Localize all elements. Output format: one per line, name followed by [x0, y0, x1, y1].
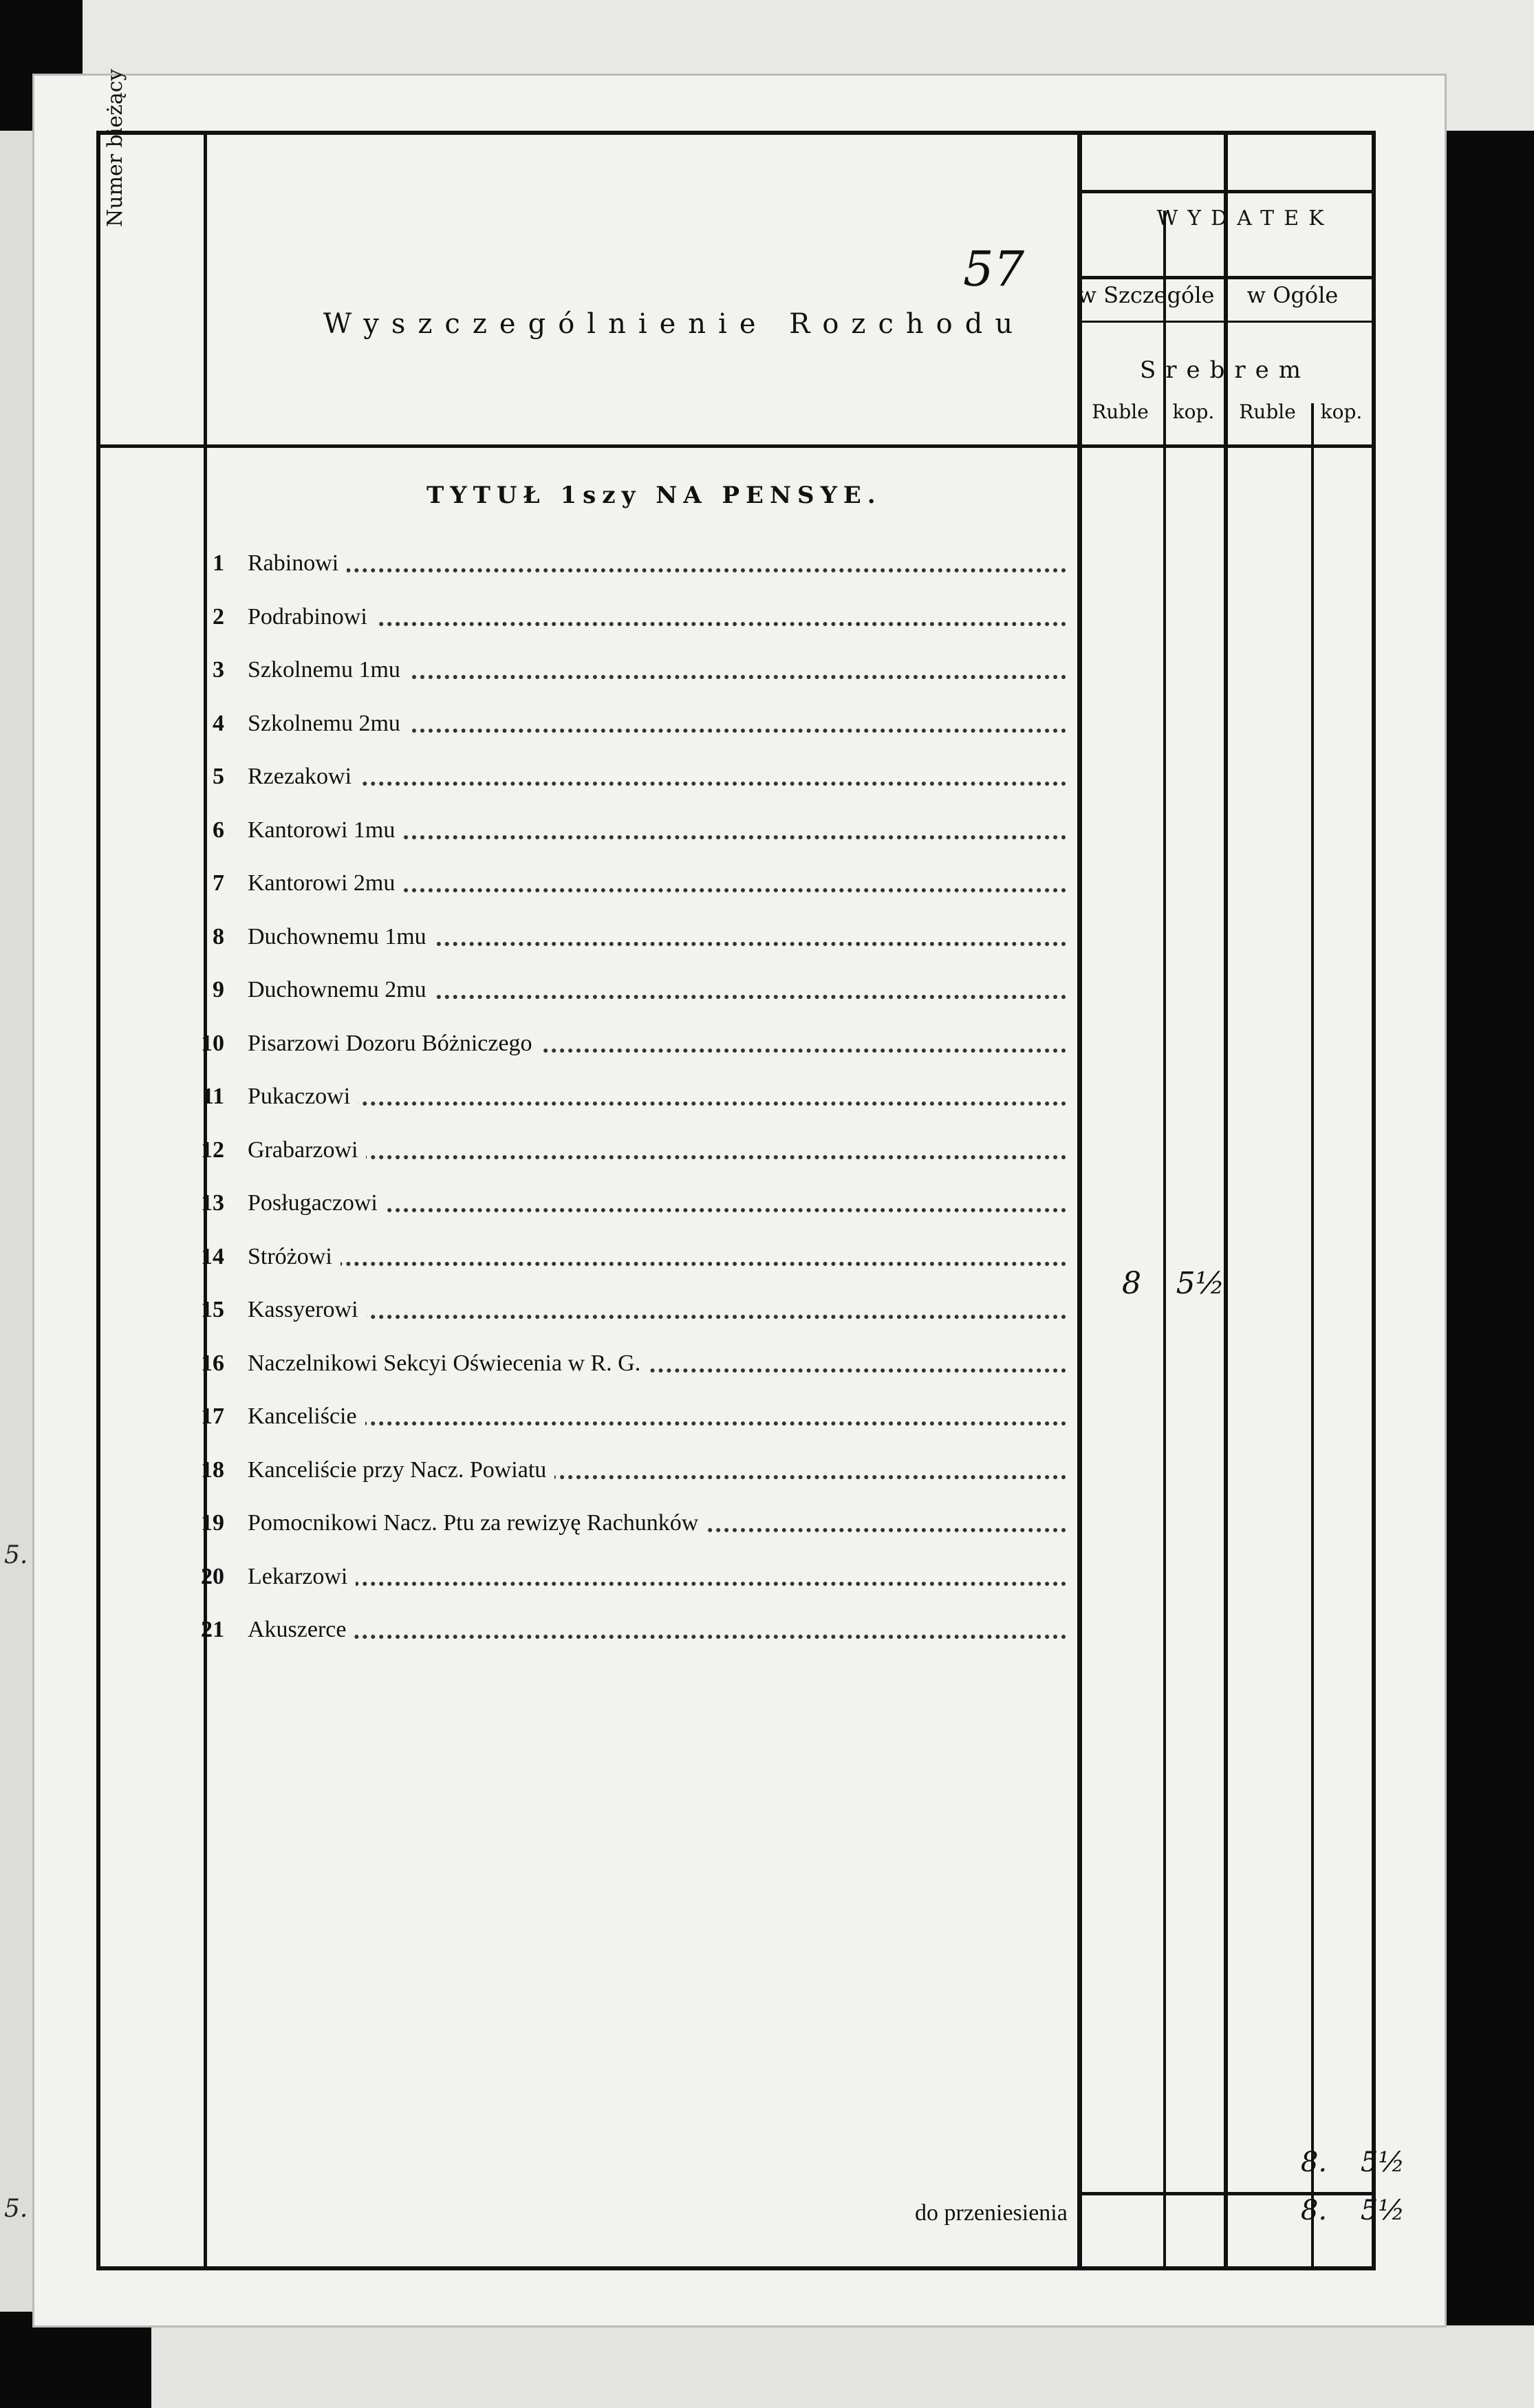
row-description: [248, 1603, 1066, 1657]
row-number: 18: [201, 1456, 224, 1483]
background-lower: [151, 2325, 1534, 2408]
row-number: 1: [213, 550, 224, 576]
section-title: TYTUŁ 1szy NA PENSYE.: [426, 482, 882, 509]
carry-forward-label: do przeniesienia: [915, 2200, 1068, 2226]
ledger-row: [165, 857, 1066, 910]
ledger-row: [165, 537, 1066, 590]
row-description: [248, 1230, 1066, 1284]
carry-forward-rubles: 8.: [1300, 2195, 1328, 2226]
rubles-header: Ruble: [1092, 400, 1149, 423]
row-description: [248, 1176, 1066, 1230]
row-description-text: Szkolnemu 1mu: [248, 657, 409, 682]
row-description-text: Szkolnemu 2mu: [248, 711, 409, 736]
row-description-text: Kanceliście: [248, 1404, 365, 1429]
ledger-row: [165, 804, 1066, 857]
row-description: [248, 857, 1066, 910]
ledger-row: [165, 1283, 1066, 1337]
row-description-text: Pisarzowi Dozoru Bóżniczego: [248, 1031, 541, 1056]
ledger-rows: [165, 537, 1066, 1657]
row-description-text: Pomocnikowi Nacz. Ptu za rewizyę Rachunków: [248, 1510, 706, 1536]
row-number: 7: [213, 870, 224, 896]
row-description: [248, 1550, 1066, 1604]
row-number: 16: [201, 1350, 224, 1376]
row-description: [248, 1337, 1066, 1390]
row-number: 10: [201, 1030, 224, 1056]
row-number-header: Numer bieżący: [103, 69, 127, 227]
row-description-text: Kantorowi 1mu: [248, 817, 403, 843]
row-description: [248, 1124, 1066, 1177]
row-description: [248, 1496, 1066, 1550]
row-description-text: Stróżowi: [248, 1244, 341, 1269]
row-number: 21: [201, 1617, 224, 1642]
row-description: [248, 1390, 1066, 1443]
detail-header: w Szczególe: [1077, 282, 1215, 308]
row-number: 11: [202, 1084, 224, 1109]
row-description-text: Kanceliście przy Nacz. Powiatu: [248, 1457, 554, 1483]
row-description-text: Akuszerce: [248, 1617, 354, 1642]
header-divider: [1077, 321, 1372, 323]
row-description: [248, 590, 1066, 644]
kopecks-header: kop.: [1172, 400, 1215, 423]
header-divider: [1077, 276, 1372, 279]
subtotal-rubles: 8.: [1300, 2147, 1328, 2178]
header-divider: [100, 444, 1372, 448]
row-description-text: Rabinowi: [248, 550, 347, 576]
description-header: Wyszczególnienie Rozchodu: [323, 308, 1026, 340]
handwritten-page-number: 57: [963, 241, 1025, 297]
carry-forward-kopecks: 5½: [1360, 2195, 1405, 2226]
row-number: 19: [201, 1510, 224, 1536]
ledger-row: [165, 1550, 1066, 1604]
ledger-row: [165, 1443, 1066, 1497]
row-description: [248, 963, 1066, 1017]
row-description-text: Duchownemu 2mu: [248, 977, 435, 1002]
ledger-row: [165, 1070, 1066, 1124]
ledger-row: [165, 750, 1066, 804]
row-description: [248, 1443, 1066, 1497]
row-number: 8: [213, 923, 224, 949]
row-description: [248, 750, 1066, 804]
row-number: 14: [201, 1243, 224, 1269]
ledger-row: [165, 1230, 1066, 1284]
row-description-text: Grabarzowi: [248, 1137, 366, 1163]
column-divider: [1163, 211, 1166, 2266]
total-header: w Ogóle: [1246, 282, 1339, 308]
ledger-row: [165, 697, 1066, 751]
neighbour-page-mark: 5.: [4, 1541, 28, 1569]
row-description: [248, 643, 1066, 697]
header-divider: [1077, 190, 1372, 193]
currency-header: Srebrem: [1139, 356, 1311, 384]
row-description: [248, 1283, 1066, 1337]
row-number: 15: [201, 1297, 224, 1322]
row-description-text: Rzezakowi: [248, 764, 360, 789]
column-divider: [1224, 135, 1228, 2266]
kopecks-header: kop.: [1320, 400, 1363, 423]
row-description: [248, 1070, 1066, 1124]
ledger-row: [165, 1603, 1066, 1657]
row-number: 20: [201, 1563, 224, 1589]
subtotal-kopecks: 5½: [1360, 2147, 1405, 2178]
row-description-text: Posługaczowi: [248, 1190, 386, 1216]
column-divider: [1077, 135, 1082, 2266]
neighbour-page-mark: 5.: [4, 2195, 28, 2223]
row-number: 2: [213, 603, 224, 630]
row-15-rubles: 8: [1122, 1266, 1141, 1301]
ledger-row: [165, 643, 1066, 697]
column-divider: [1311, 403, 1314, 2266]
ledger-row: [165, 963, 1066, 1017]
row-description-text: Kantorowi 2mu: [248, 870, 403, 896]
row-description-text: Duchownemu 1mu: [248, 924, 435, 949]
row-number: 12: [201, 1137, 224, 1163]
ledger-row: [165, 1176, 1066, 1230]
row-description-text: Naczelnikowi Sekcyi Oświecenia w R. G.: [248, 1351, 649, 1376]
ledger-row: [165, 910, 1066, 964]
row-description-text: Pukaczowi: [248, 1084, 358, 1109]
row-number: 6: [213, 817, 224, 843]
row-number: 5: [213, 764, 224, 789]
row-number: 9: [213, 977, 224, 1002]
row-description-text: Lekarzowi: [248, 1564, 356, 1589]
row-description: [248, 804, 1066, 857]
row-number: 13: [201, 1190, 224, 1216]
row-description: [248, 537, 1066, 590]
row-number: 3: [213, 657, 224, 682]
row-number: 4: [213, 710, 224, 736]
expense-header: WYDATEK: [1156, 206, 1334, 230]
rubles-header: Ruble: [1239, 400, 1296, 423]
ledger-row: [165, 1496, 1066, 1550]
row-description: [248, 697, 1066, 751]
row-description-text: Podrabinowi: [248, 604, 376, 630]
row-description-text: Kassyerowi: [248, 1297, 367, 1322]
row-number: 17: [201, 1404, 224, 1429]
ledger-row: [165, 590, 1066, 644]
ledger-row: [165, 1124, 1066, 1177]
row-description: [248, 910, 1066, 964]
ledger-row: [165, 1390, 1066, 1443]
row-description: [248, 1017, 1066, 1071]
column-divider: [1163, 2192, 1166, 2266]
ledger-row: [165, 1337, 1066, 1390]
row-15-kopecks: 5½: [1176, 1266, 1225, 1301]
ledger-row: [165, 1017, 1066, 1071]
